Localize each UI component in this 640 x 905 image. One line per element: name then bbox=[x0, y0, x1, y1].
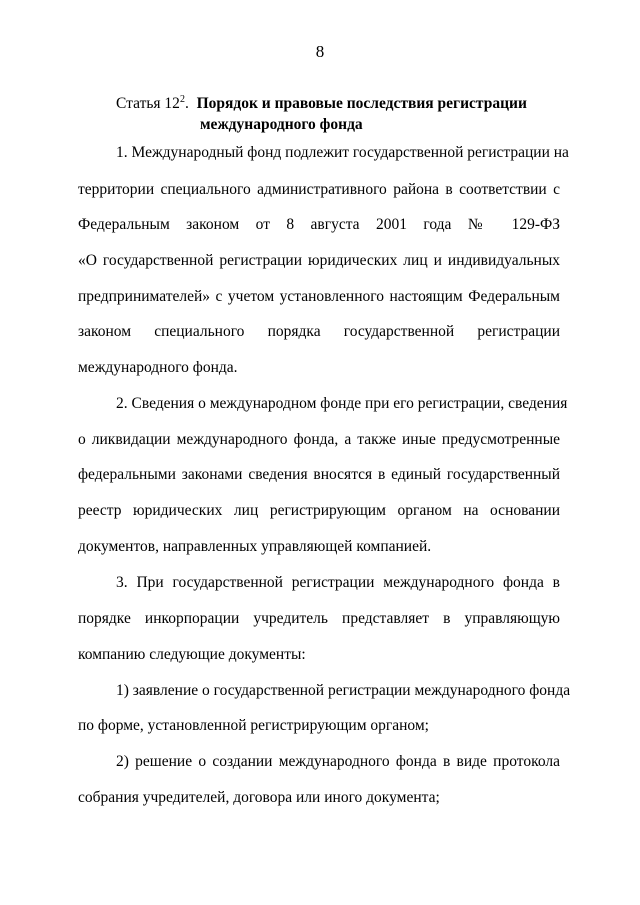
article-title: Порядок и правовые последствия регистрации bbox=[196, 95, 527, 113]
paragraph-1-line-7: международного фонда. bbox=[78, 359, 238, 376]
list-item-2-line-1: 2) решение о создании международного фонда в виде протокола bbox=[116, 753, 560, 770]
paragraph-2-line-3: федеральными законами сведения вносятся в единый государственный bbox=[78, 466, 560, 483]
article-label: Статья $12^2$. bbox=[116, 94, 189, 113]
article-heading bbox=[116, 89, 560, 135]
paragraph-1-line-5: предпринимателей» с учетом установленного настоящим Федеральным bbox=[78, 288, 560, 305]
article-title-line-2: международного фонда bbox=[200, 116, 363, 134]
list-item-2-line-2: собрания учредителей, договора или иного документа; bbox=[78, 789, 440, 806]
article-heading-line-1 bbox=[116, 89, 560, 114]
paragraph-1-line-2: территории специального административного района в соответствии с bbox=[78, 181, 560, 198]
list-item-1-line-1: 1) заявление о государственной регистрации международного фонда bbox=[116, 682, 571, 699]
paragraph-2-line-1: 2. Сведения о международном фонде при его регистрации, сведения bbox=[116, 395, 568, 412]
paragraph-2-line-4: реестр юридических лиц регистрирующим органом на основании bbox=[78, 502, 560, 519]
paragraph-3-line-3: компанию следующие документы: bbox=[78, 646, 306, 663]
paragraph-2-line-2: о ликвидации международного фонда, а также иные предусмотренные bbox=[78, 431, 560, 448]
paragraph-1-line-6: законом специального порядка государственной регистрации bbox=[78, 323, 560, 340]
page-number: 8 bbox=[315, 42, 325, 61]
paragraph-1-line-4: «О государственной регистрации юридических лиц и индивидуальных bbox=[78, 252, 560, 269]
list-item-1-line-2: по форме, установленной регистрирующим органом; bbox=[78, 717, 429, 734]
paragraph-2-line-5: документов, направленных управляющей компанией. bbox=[78, 538, 432, 555]
paragraph-3-line-1: 3. При государственной регистрации международного фонда в bbox=[116, 574, 560, 591]
paragraph-3-line-2: порядке инкорпорации учредитель представляет в управляющую bbox=[78, 610, 560, 627]
paragraph-1-line-3: Федеральным законом от 8 августа 2001 года № 129-ФЗ bbox=[78, 216, 560, 233]
paragraph-1-line-1: 1. Международный фонд подлежит государственной регистрации на bbox=[116, 144, 569, 161]
